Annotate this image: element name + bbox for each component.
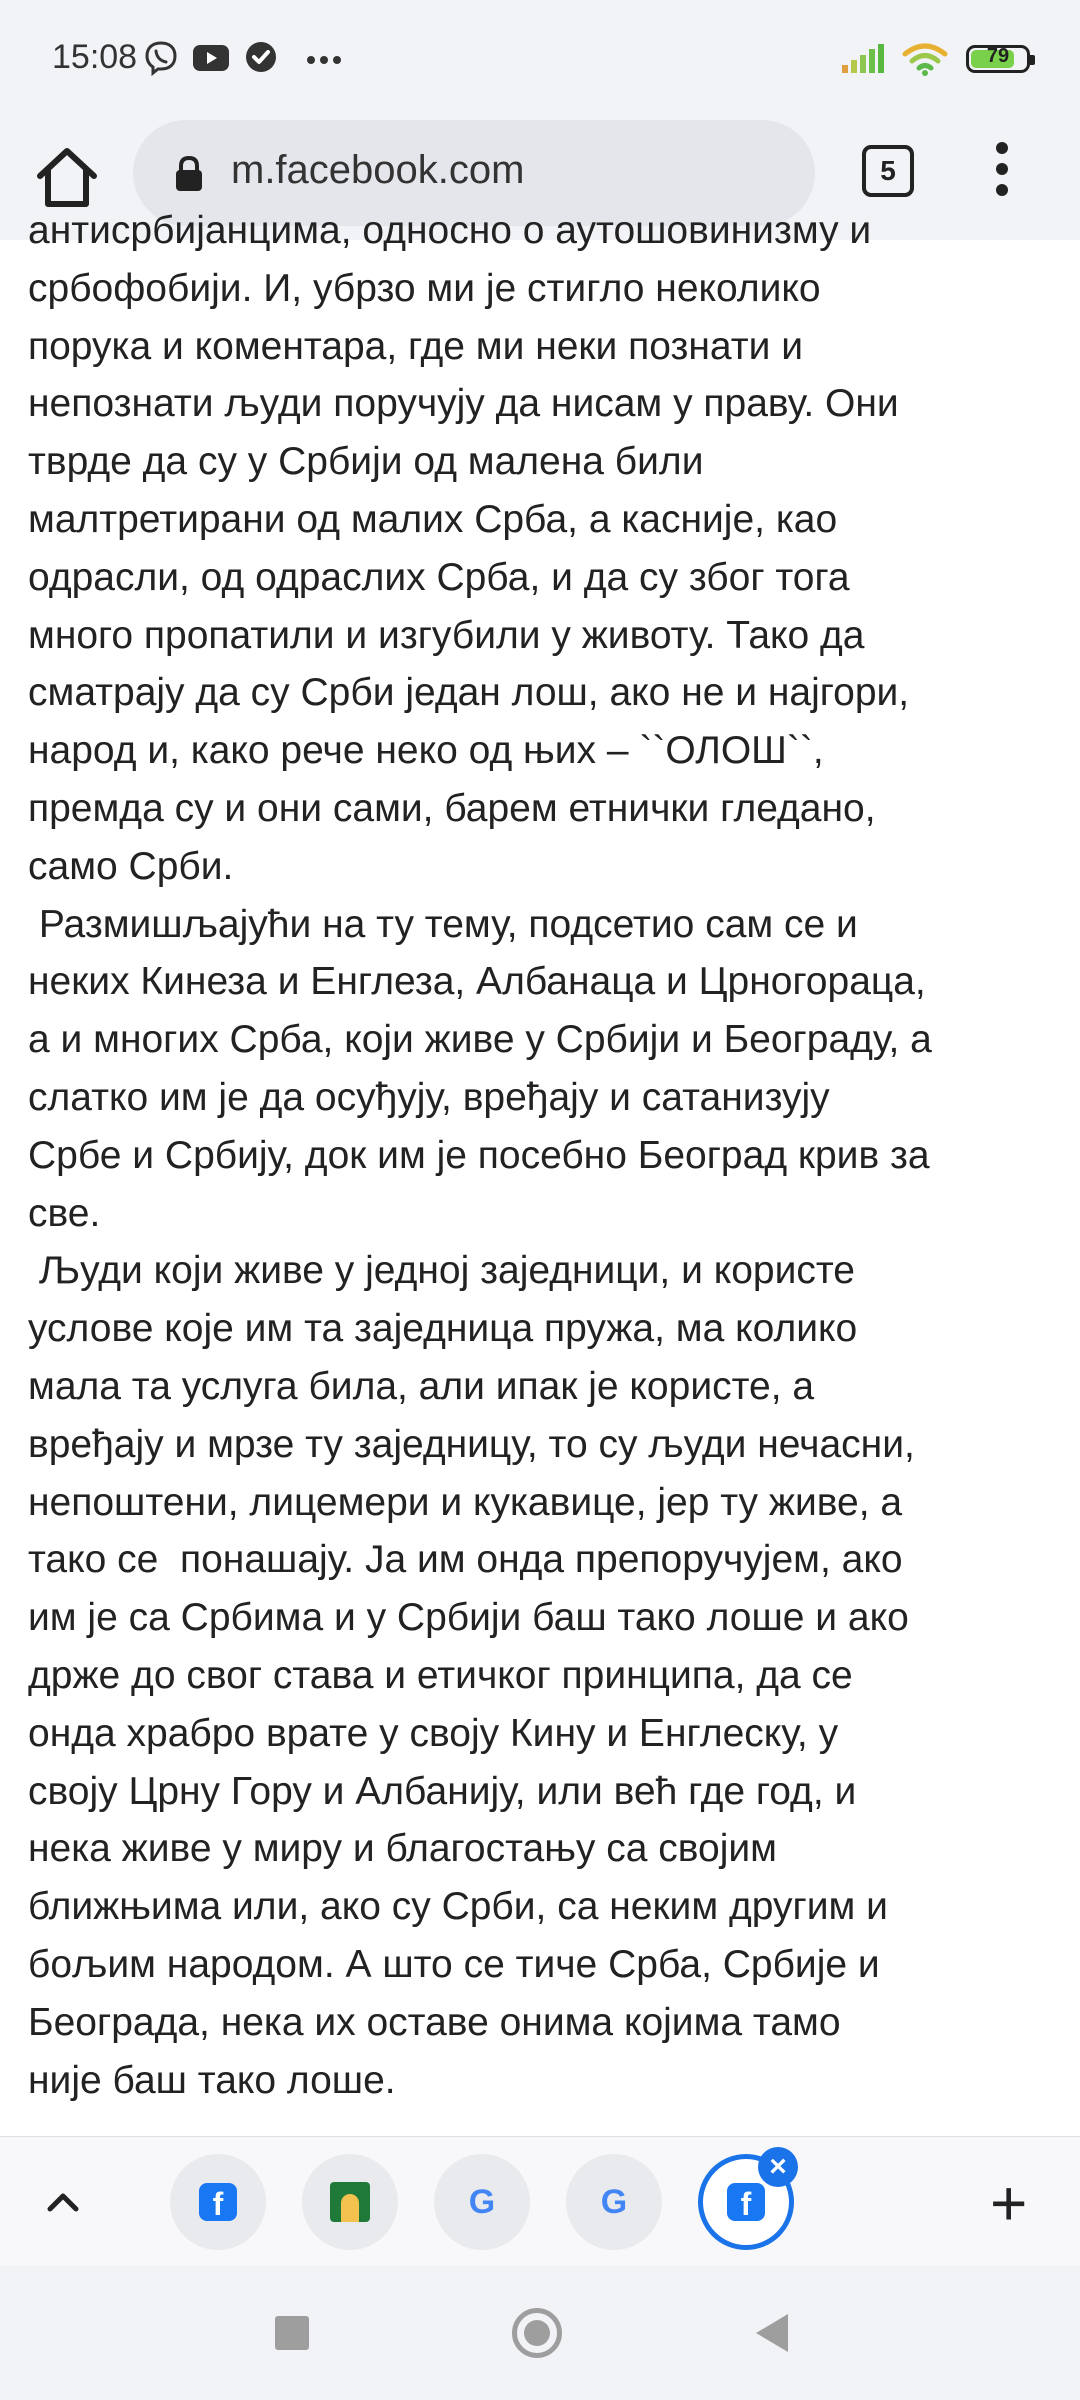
wifi-icon — [902, 42, 948, 76]
signal-icon — [840, 43, 884, 75]
facebook-icon: f — [727, 2183, 765, 2221]
google-icon: G — [600, 2182, 628, 2221]
facebook-icon: f — [199, 2183, 237, 2221]
clipped-line: антисрбијанцима, односно о аутошовинизму и — [28, 209, 872, 252]
paragraph-3: Људи који живе у једној заједници, и користе услове које им та заједница пружа, ма колико мала та услуга била, али ипак је користе, а вређају и мрзе ту заједницу, то су људи нечасни, непоштени, лицемери и кукавице, јер ту живе, а тако се понашају. Ја им онда препоручујем, ако им је са Србима и у Србији баш тако лоше и ако држе до свог става и етичког принципа, да се онда храбро врате у своју Кину и Енглеску, у своју Црну Гору и Албанију, или већ где год, и нека живе у миру и благостању са својим ближњима или, ако су Срби, са неким другим и бољим народом. А што се тиче Срба, Србије и Београда, нека их оставе онима којима тамо није баш тако лоше. — [28, 1249, 915, 2102]
tab-facebook-1[interactable] — [170, 2154, 266, 2250]
tab-switcher-button[interactable]: 5 — [862, 145, 914, 197]
back-button[interactable] — [756, 2314, 788, 2352]
tab-site[interactable] — [302, 2154, 398, 2250]
recents-button[interactable] — [275, 2316, 309, 2350]
overflow-menu-icon[interactable] — [990, 142, 1014, 202]
youtube-icon — [192, 44, 230, 72]
system-status — [840, 42, 1030, 76]
site-favicon-icon — [330, 2182, 370, 2222]
paragraph-2: Размишљајући на ту тему, подсетио сам се и неких Кинеза и Енглеза, Албанаца и Црногораца, а и многих Срба, који живе у Србији и Београду, а слатко им је да осуђују, вређају и сатанизују Србе и Србију, док им је посебно Београд крив за све. — [28, 902, 932, 1235]
battery-level: 79 — [986, 45, 1010, 67]
new-tab-button[interactable]: + — [990, 2167, 1028, 2239]
paragraph-1: србофобији. И, убрзо ми је стигло неколико порука и коментара, где ми неки познати и непознати људи поручују да нисам у праву. Они тврде да су у Србији од малена били малтретирани од малих Срба, а касније, као одрасли, од одраслих Срба, и да су због тога много пропатили и изгубили у животу. Тако да сматрају да су Срби један лош, ако не и најгори, народ и, како рече неко од њих – ``ОЛОШ``, премда су и они сами, барем етнички гледано, само Срби. — [28, 266, 910, 888]
google-icon: G — [468, 2182, 496, 2221]
battery-icon — [966, 45, 1030, 73]
check-badge-icon — [244, 40, 278, 74]
system-nav-bar — [0, 2266, 1080, 2400]
home-button[interactable] — [512, 2308, 562, 2358]
close-tab-icon[interactable]: × — [758, 2147, 798, 2187]
viber-icon — [144, 40, 178, 76]
post-content — [28, 209, 1060, 2120]
lock-icon — [175, 156, 203, 192]
tab-google-2[interactable] — [566, 2154, 662, 2250]
more-notifications-icon — [306, 55, 342, 65]
status-bar — [0, 0, 1080, 120]
chevron-up-icon[interactable] — [40, 2179, 86, 2225]
url-text: m.facebook.com — [231, 148, 525, 192]
tab-google-1[interactable] — [434, 2154, 530, 2250]
tab-strip — [0, 2136, 1080, 2267]
status-time: 15:08 — [52, 38, 138, 76]
